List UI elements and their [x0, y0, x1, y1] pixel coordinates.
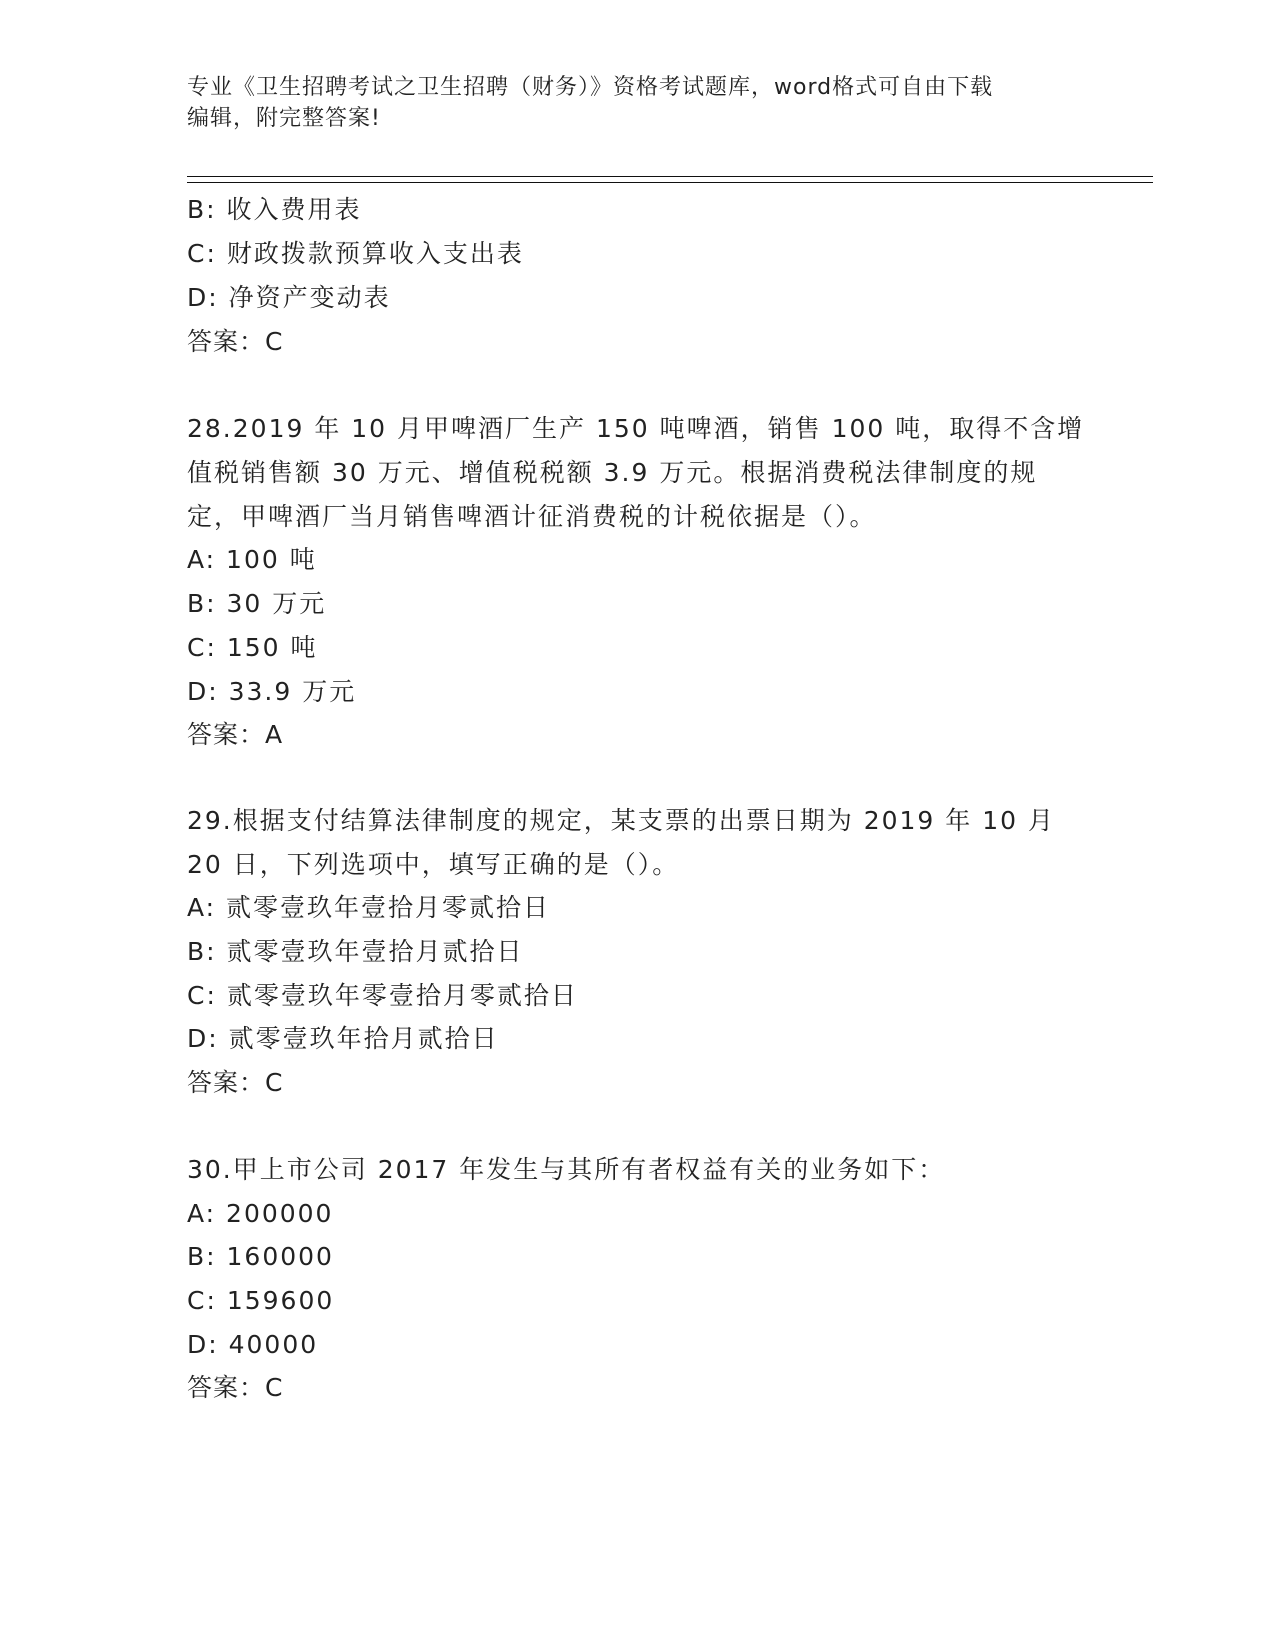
question-30-stem: 30.甲上市公司 2017 年发生与其所有者权益有关的业务如下：	[187, 1155, 946, 1184]
question-29-stem: 20 日，下列选项中，填写正确的是（）。	[187, 850, 680, 879]
option-b: B: 贰零壹玖年壹拾月贰拾日	[187, 937, 524, 966]
option-c: C: 贰零壹玖年零壹拾月零贰拾日	[187, 981, 578, 1010]
option-c: C: 150 吨	[187, 633, 318, 662]
answer-line: 答案：C	[187, 327, 284, 356]
option-b: B: 160000	[187, 1242, 334, 1271]
option-c: C: 财政拨款预算收入支出表	[187, 239, 524, 268]
option-a: A: 200000	[187, 1199, 334, 1228]
option-b: B: 收入费用表	[187, 195, 362, 224]
question-28-stem: 28.2019 年 10 月甲啤酒厂生产 150 吨啤酒，销售 100 吨，取得不含增	[187, 414, 1085, 443]
option-d: D: 40000	[187, 1330, 319, 1359]
option-b: B: 30 万元	[187, 589, 327, 618]
answer-line: 答案：A	[187, 720, 284, 749]
option-a: A: 100 吨	[187, 545, 317, 574]
answer-line: 答案：C	[187, 1068, 284, 1097]
option-c: C: 159600	[187, 1286, 335, 1315]
question-28-stem: 值税销售额 30 万元、增值税税额 3.9 万元。根据消费税法律制度的规	[187, 458, 1038, 487]
header-line: 专业《卫生招聘考试之卫生招聘（财务）》资格考试题库，word格式可自由下载	[187, 75, 994, 100]
option-d: D: 贰零壹玖年拾月贰拾日	[187, 1024, 499, 1053]
document-header	[187, 72, 1087, 134]
option-d: D: 33.9 万元	[187, 677, 357, 706]
answer-line: 答案：C	[187, 1373, 284, 1402]
question-28-stem: 定，甲啤酒厂当月销售啤酒计征消费税的计税依据是（）。	[187, 502, 877, 531]
option-a: A: 贰零壹玖年壹拾月零贰拾日	[187, 893, 551, 922]
option-d: D: 净资产变动表	[187, 283, 391, 312]
header-line: 编辑，附完整答案!	[187, 106, 381, 131]
header-divider	[187, 176, 1153, 177]
header-divider	[187, 182, 1153, 183]
question-29-stem: 29.根据支付结算法律制度的规定，某支票的出票日期为 2019 年 10 月	[187, 806, 1055, 835]
